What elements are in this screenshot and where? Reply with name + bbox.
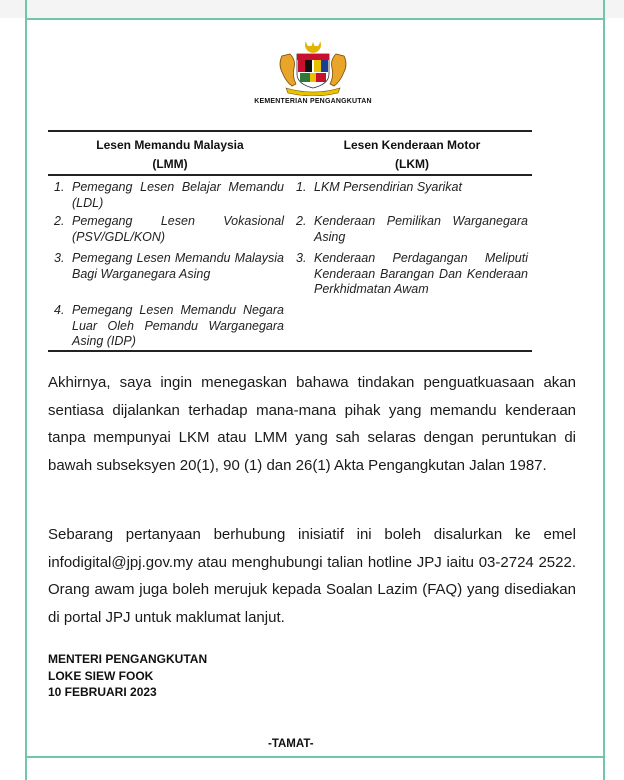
item-number: 1. xyxy=(54,180,65,194)
top-shade xyxy=(0,0,624,18)
column-header-lkm xyxy=(292,136,532,174)
column-header-lmm xyxy=(50,136,290,174)
column-header-title: Lesen Kenderaan Motor xyxy=(343,138,481,152)
coat-of-arms-icon xyxy=(276,38,350,96)
item-text: LKM Persendirian Syarikat xyxy=(314,180,462,194)
item-text: Pemegang Lesen Memandu Negara Luar Oleh Pemandu Warganegara Asing (IDP) xyxy=(72,303,284,348)
item-number: 4. xyxy=(54,303,65,317)
item-text: Pemegang Lesen Memandu Malaysia Bagi Warganegara Asing xyxy=(72,251,284,281)
item-number: 1. xyxy=(296,180,307,194)
item-text: Kenderaan Pemilikan Warganegara Asing xyxy=(314,214,528,244)
ministry-name: KEMENTERIAN PENGANGKUTAN xyxy=(254,98,372,105)
column-header-abbrev: (LMM) xyxy=(152,157,188,171)
item-text: Pemegang Lesen Belajar Memandu (LDL) xyxy=(72,180,284,210)
end-mark: -TAMAT- xyxy=(268,738,314,750)
column-header-abbrev: (LKM) xyxy=(395,157,429,171)
paragraph-enquiries: Sebarang pertanyaan berhubung inisiatif ini boleh disalurkan ke emel infodigital@jpj.gov.my atau menghubungi talian hotline JPJ iaitu 03-2724 2522. Orang awam juga boleh merujuk kepada Soalan Lazim (FAQ) yang disediakan di portal JPJ untuk maklumat lanjut. xyxy=(48,526,576,626)
table-top-rule xyxy=(48,130,532,132)
paragraph-enforcement: Akhirnya, saya ingin menegaskan bahawa tindakan penguatkuasaan akan sentiasa dijalankan terhadap mana-mana pihak yang memandu kenderaan tanpa mempunyai LKM atau LMM yang sah selaras dengan peruntukan di bawah subseksyen 20(1), 90 (1) dan 26(1) Akta Pengangkutan Jalan 1987. xyxy=(48,374,576,474)
column-header-title: Lesen Memandu Malaysia xyxy=(96,138,244,152)
item-number: 2. xyxy=(54,214,65,228)
item-number: 2. xyxy=(296,214,307,228)
statement-date: 10 FEBRUARI 2023 xyxy=(48,685,157,699)
signature-block xyxy=(48,651,207,701)
item-text: Pemegang Lesen Vokasional (PSV/GDL/KON) xyxy=(72,214,284,244)
item-text: Kenderaan Perdagangan Meliputi Kenderaan Barangan Dan Kenderaan Perkhidmatan Awam xyxy=(314,251,528,296)
signatory-title: MENTERI PENGANGKUTAN xyxy=(48,652,208,666)
frame-left-border xyxy=(25,0,27,780)
item-number: 3. xyxy=(296,251,307,265)
frame-right-border xyxy=(603,0,605,780)
table-bottom-rule xyxy=(48,350,532,352)
frame-top-border xyxy=(25,18,605,20)
signatory-name: LOKE SIEW FOOK xyxy=(48,668,154,683)
item-number: 3. xyxy=(54,251,65,265)
table-header-rule xyxy=(48,174,532,176)
frame-bottom-border xyxy=(25,756,605,758)
